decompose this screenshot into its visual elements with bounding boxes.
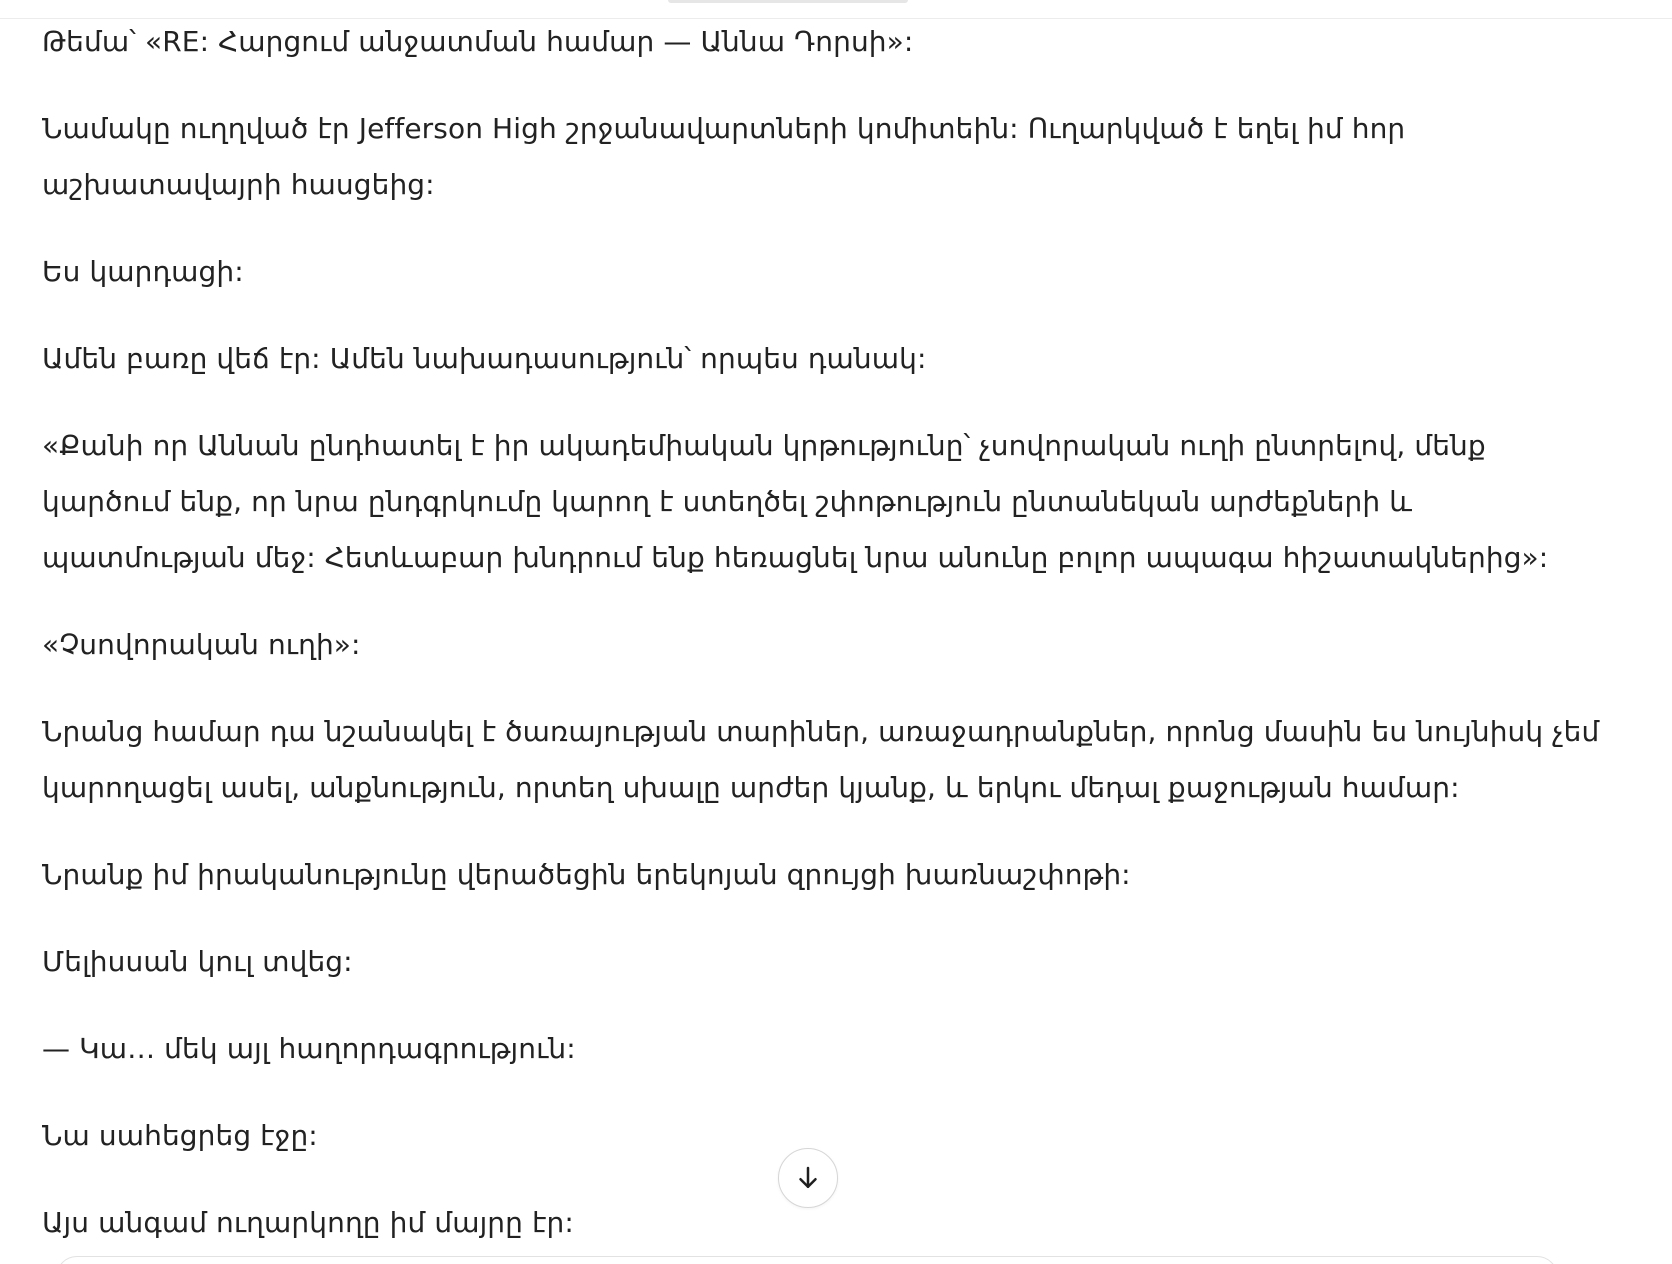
arrow-down-icon [793,1163,823,1193]
top-tab-hint [668,0,908,3]
message-paragraph-8: Նրանք իմ իրականությունը վերածեցին երեկոյան զրույցի խառնաշփոթի: [42,858,1131,891]
scroll-to-bottom-button[interactable] [778,1148,838,1208]
message-paragraph-3: Ես կարդացի: [42,255,244,288]
message-paragraph-7: Նրանց համար դա նշանակել է ծառայության տարիներ, առաջադրանքներ, որոնց մասին ես նույնիսկ չեմ կարողացել ասել, անքնություն, որտեղ սխալը արժեր կյանք, և երկու մեդալ քաջության համար: [42,715,1600,804]
message-composer-edge[interactable] [56,1256,1558,1264]
message-paragraph-6: «Չսովորական ուղի»: [42,628,361,661]
message-paragraph-5: «Քանի որ Աննան ընդհատել է իր ակադեմիական կրթությունը՝ չսովորական ուղի ընտրելով, մենք կարծում ենք, որ նրա ընդգրկումը կարող է ստեղծել շփոթություն ընտանեկան արժեքների և պատմության մեջ: Հետևաբար խնդրում ենք հեռացնել նրա անունը բոլոր ապագա հիշատակներից»: [42,429,1549,574]
message-paragraph-12: Այս անգամ ուղարկողը իմ մայրը էր: [42,1206,574,1239]
message-paragraph-4: Ամեն բառը վեճ էր: Ամեն նախադասություն՝ որպես դանակ: [42,342,927,375]
message-paragraph-10: — Կա… մեկ այլ հաղորդագրություն: [42,1032,576,1065]
message-paragraph-2: Նամակը ուղղված էր Jefferson High շրջանավարտների կոմիտեին: Ուղարկված է եղել իմ հոր աշխատավայրի հասցեից: [42,112,1406,201]
message-paragraph-1: Թեմա՝ «RE: Հարցում անջատման համար — Աննա Դորսի»: [42,25,914,58]
assistant-message [42,14,1602,1264]
message-paragraph-11: Նա սահեցրեց էջը: [42,1119,318,1152]
message-paragraph-9: Մելիսսան կուլ տվեց: [42,945,353,978]
